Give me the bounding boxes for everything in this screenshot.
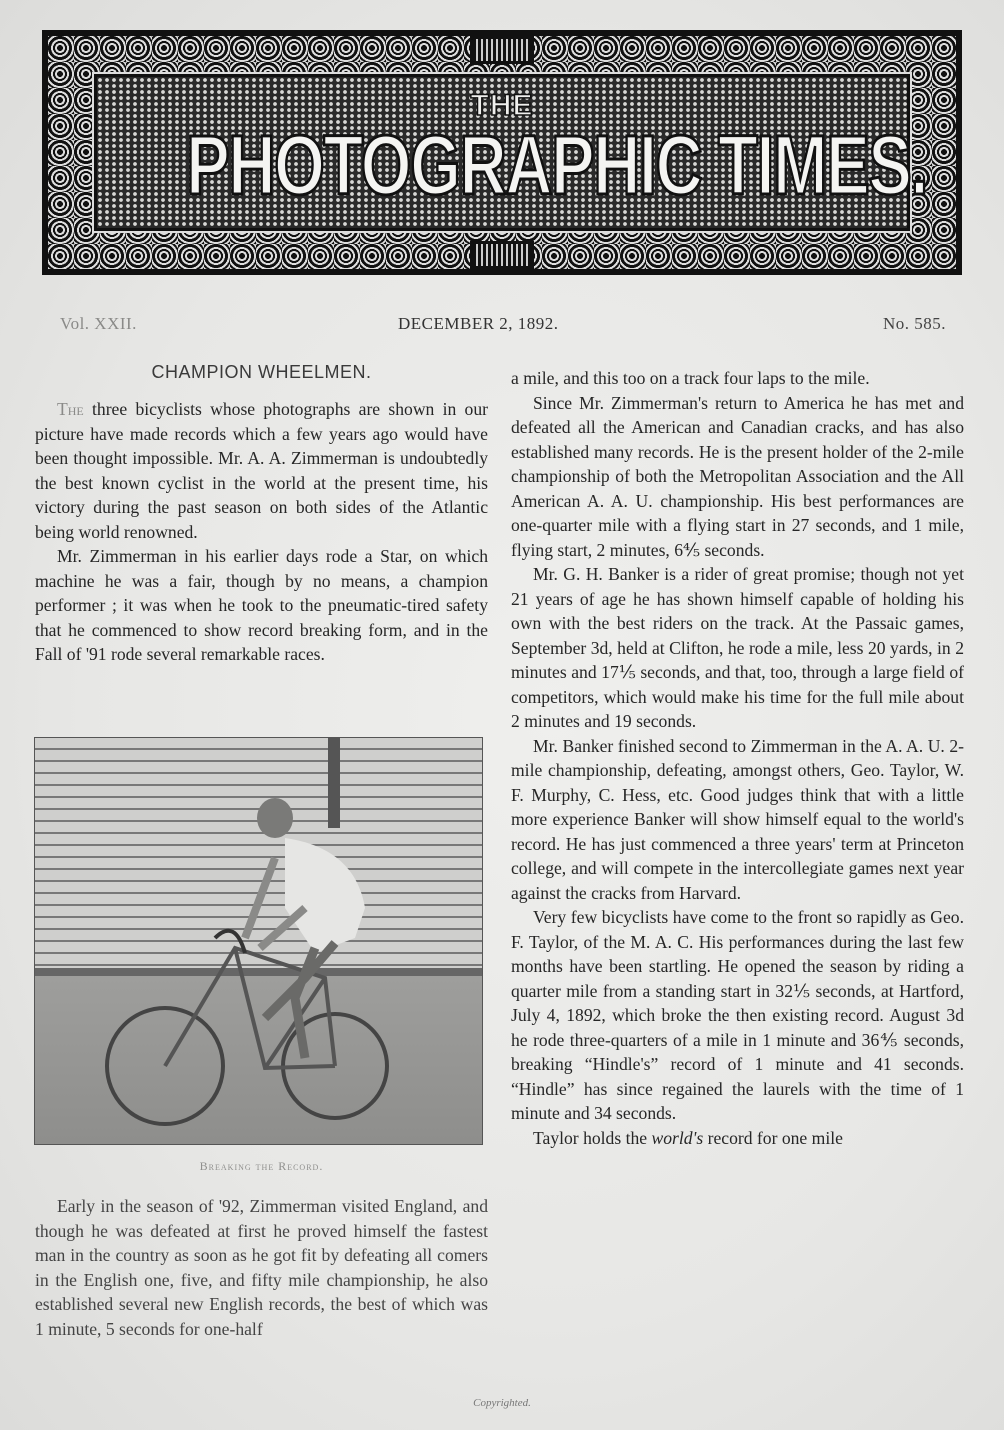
rider-head	[257, 798, 293, 838]
italic-word: world's	[651, 1127, 704, 1148]
copyright-notice: Copyrighted.	[473, 1397, 531, 1409]
paragraph-text: three bicyclists whose photographs are shown in our picture have made records which a few years ago would have been thought impossible. Mr. A. A. Zimmerman is undoubtedly the best known cyclist in the world at the present time, his victory during the past season on both sides of the Atlantic being world renowned.	[35, 399, 488, 542]
left-column-top	[35, 397, 488, 667]
paragraph: Mr. Zimmerman in his earlier days rode a Star, on which machine he was a fair, though by no means, a champion performer ; it was when he took to the pneumatic-tired safety that he commenced to show record breaking form, and in the Fall of '91 rode several remarkable races.	[35, 546, 488, 664]
rider-torso	[285, 838, 365, 953]
masthead-ornament-bottom	[470, 241, 534, 269]
article-title: CHAMPION WHEELMEN.	[151, 362, 372, 382]
paragraph-text: record for one mile	[707, 1127, 843, 1148]
issue-number: No. 585.	[882, 314, 946, 333]
photo-cyclist	[34, 737, 483, 1145]
masthead-title: PHOTOGRAPHIC TIMES.	[186, 118, 928, 212]
volume-label: Vol. XXII.	[60, 314, 137, 333]
paragraph: Very few bicyclists have come to the front so rapidly as Geo. F. Taylor, of the M. A. C. His performances during the last few months have been startling. He opened the season by riding a quarter mile from a standing start in 32⅕ seconds, at Hartford, July 4, 1892, which broke the then existing record. August 3d he rode three-quarters of a mile in 1 minute and 36⅘ seconds, breaking “Hindle's” record of 1 minute and 41 seconds. “Hindle” has since regained the laurels with the time of 1 minute and 34 seconds.	[511, 907, 964, 1123]
photo-caption: Breaking the Record.	[199, 1159, 324, 1173]
cyclist-illustration	[35, 738, 483, 1145]
paragraph: a mile, and this too on a track four laps to the mile.	[511, 368, 870, 388]
paragraph-text: Taylor holds the	[533, 1127, 648, 1148]
masthead-panel	[94, 74, 928, 231]
paragraph	[35, 397, 488, 544]
masthead-the: THE	[470, 89, 534, 122]
masthead-ornament-top	[470, 36, 534, 64]
paragraph	[511, 1126, 964, 1151]
left-column-bottom	[35, 1194, 488, 1341]
masthead	[42, 30, 962, 275]
paragraph: Mr. Banker finished second to Zimmerman in the A. A. U. 2-mile championship, defeating, amongst others, Geo. Taylor, W. F. Murphy, C. Hess, etc. Good judges think that with a little more experience Banker will show himself equal to the world's record. He has just commenced a three years' term at Princeton college, and will compete in the intercollegiate games next year against the cracks from Harvard.	[511, 735, 964, 903]
paragraph: Early in the season of '92, Zimmerman visited England, and though he was defeated at first he proved himself the fastest man in the country as soon as he got fit by defeating all comers in the English one, five, and fifty mile championship, he also established several new English records, the best of which was 1 minute, 5 seconds for one-half	[35, 1196, 488, 1339]
paragraph: Mr. G. H. Banker is a rider of great promise; though not yet 21 years of age he has shown himself capable of holding his own with the best riders on the track. At the Passaic games, September 3d, held at Clifton, he rode a mile, less 20 yards, in 2 minutes and 17⅕ seconds, and that, too, through a large field of competitors, which would make his time for the full mile about 2 minutes and 19 seconds.	[511, 564, 964, 731]
issue-date: DECEMBER 2, 1892.	[398, 314, 559, 333]
right-column	[511, 366, 964, 1150]
lead-word: The	[57, 399, 84, 419]
issue-line	[60, 314, 946, 338]
paragraph: Since Mr. Zimmerman's return to America he has met and defeated all the American and Canadian cracks, and has also established many records. He is the present holder of the 2-mile championship of both the Metropolitan Association and the All American A. A. U. championship. His best performances are one-quarter mile with a flying start in 27 seconds, and 1 mile, flying start, 2 minutes, 6⅘ seconds.	[511, 392, 964, 560]
